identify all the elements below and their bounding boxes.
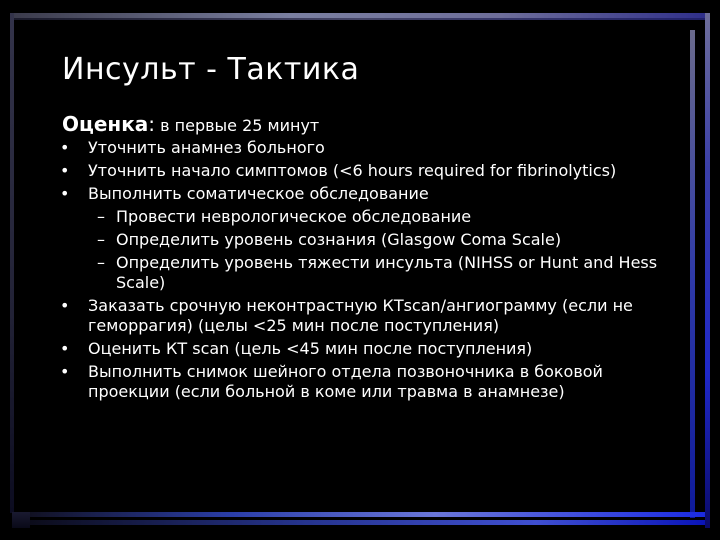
bullet-list [58, 138, 678, 405]
frame-bottom-bar-2 [30, 520, 705, 525]
frame-bottom-bar [30, 512, 705, 517]
frame-right-inner-bar [690, 30, 695, 518]
list-item-text: Заказать срочную неконтрастную КТscan/ангиограмму (если не геморрагия) (целы <25 мин после поступления) [88, 296, 633, 335]
list-item [58, 184, 678, 204]
list-item-text: Оценить КТ scan (цель <45 мин после поступления) [88, 339, 533, 358]
list-item [58, 362, 678, 402]
list-item [58, 138, 678, 158]
list-item-text: Провести неврологическое обследование [116, 207, 472, 226]
list-item [58, 296, 678, 336]
subtitle-colon: : [148, 112, 156, 136]
list-item-text: Уточнить анамнез больного [88, 138, 325, 157]
frame-top-shadow [10, 18, 710, 20]
subtitle-rest: в первые 25 минут [155, 116, 320, 135]
sub-list-item [58, 207, 678, 227]
sub-list-item [58, 253, 678, 293]
frame-left-bar [10, 13, 14, 513]
bullet-icon: • [60, 161, 70, 180]
list-item-text: Определить уровень тяжести инсульта (NIHSS or Hunt and Hess Scale) [116, 253, 658, 292]
bullet-icon: • [60, 339, 70, 358]
slide-title: Инсульт - Тактика [62, 52, 360, 87]
subtitle-label: Оценка [62, 112, 149, 136]
list-item-text: Выполнить снимок шейного отдела позвоночника в боковой проекции (если больной в коме или травма в анамнезе) [88, 362, 603, 401]
bullet-icon: • [60, 296, 70, 315]
frame-corner-block [12, 512, 30, 528]
list-item-text: Уточнить начало симптомов (<6 hours required for fibrinolytics) [88, 161, 617, 180]
bullet-icon: • [60, 362, 70, 381]
dash-icon: – [97, 230, 105, 249]
list-item [58, 161, 678, 181]
bullet-icon: • [60, 138, 70, 157]
dash-icon: – [97, 207, 105, 226]
bullet-icon: • [60, 184, 70, 203]
frame-right-bar [705, 13, 710, 528]
list-item-text: Определить уровень сознания (Glasgow Coma Scale) [116, 230, 562, 249]
sub-list-item [58, 230, 678, 250]
dash-icon: – [97, 253, 105, 272]
list-item-text: Выполнить соматическое обследование [88, 184, 429, 203]
list-item [58, 339, 678, 359]
slide-subtitle [62, 112, 319, 136]
